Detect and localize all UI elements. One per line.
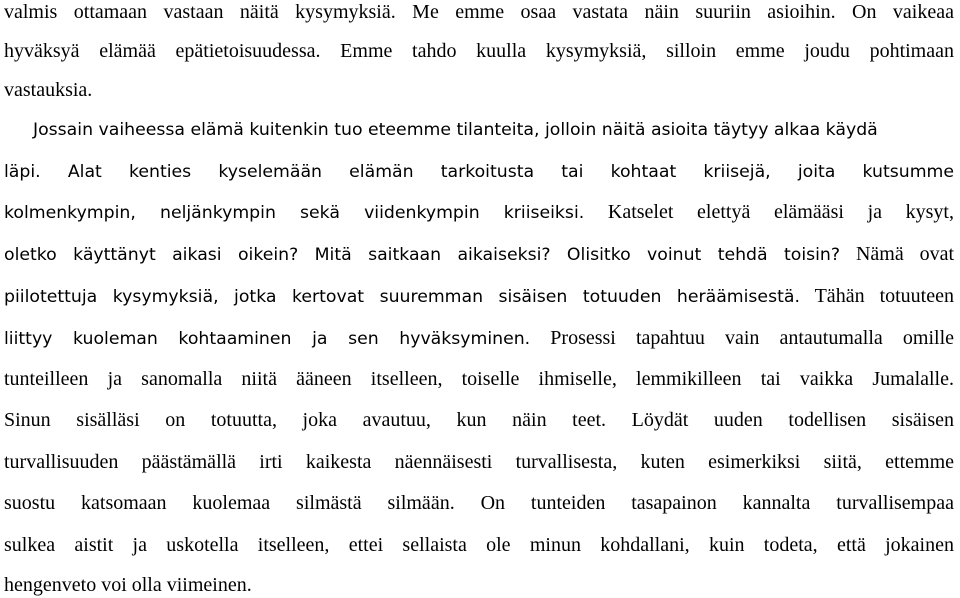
- text-line-13: suostu katsomaan kuolemaa silmästä silmään. On tunteiden tasapainon kannalta turvallisempaa: [4, 492, 954, 514]
- text-line-14: sulkea aistit ja uskotella itselleen, ettei sellaista ole minun kohdallani, kuin todeta, että jokainen: [4, 534, 954, 556]
- text-line-8-part-2: Tähän totuuteen: [814, 285, 954, 307]
- text-line-9-part-2: Prosessi tapahtuu vain antautumalla omille: [550, 327, 955, 349]
- text-line-3: vastauksia.: [4, 79, 93, 101]
- text-line-8: [4, 284, 954, 308]
- text-line-10: tunteilleen ja sanomalla niitä ääneen itselleen, toiselle ihmiselle, lemmikilleen tai vaikka Jumalalle.: [4, 368, 954, 390]
- text-line-2: hyväksyä elämää epätietoisuudessa. Emme tahdo kuulla kysymyksiä, silloin emme joudu pohtimaan: [4, 40, 954, 62]
- text-line-5: läpi. Alat kenties kyselemään elämän tarkoitusta tai kohtaat kriisejä, joita kutsumme: [4, 162, 954, 182]
- text-line-7: [4, 242, 954, 266]
- text-line-1: valmis ottamaan vastaan näitä kysymyksiä. Me emme osaa vastata näin suuriin asioihin. On vaikeaa: [4, 1, 954, 23]
- text-line-7-part-2: Nämä ovat: [855, 243, 954, 265]
- text-line-7-part-1: oletko käyttänyt aikasi oikein? Mitä saitkaan aikaiseksi? Olisitko voinut tehdä toisin?: [4, 245, 841, 265]
- text-line-12: turvallisuuden päästämällä irti kaikesta näennäisesti turvallisesta, kuten esimerkiksi siitä, ettemme: [4, 451, 954, 473]
- text-line-9: [4, 326, 954, 350]
- text-line-6-part-1: kolmenkympin, neljänkympin sekä viidenkympin kriiseiksi.: [4, 203, 585, 223]
- text-line-11: Sinun sisälläsi on totuutta, joka avautuu, kun näin teet. Löydät uuden todellisen sisäisen: [4, 409, 954, 431]
- text-line-6: [4, 200, 954, 224]
- text-line-9-part-1: liittyy kuoleman kohtaaminen ja sen hyväksyminen.: [4, 329, 531, 349]
- text-line-15: hengenveto voi olla viimeinen.: [4, 574, 252, 596]
- text-line-8-part-1: piilotettuja kysymyksiä, jotka kertovat suuremman sisäisen totuuden heräämisestä.: [4, 287, 800, 307]
- text-line-4: Jossain vaiheessa elämä kuitenkin tuo eteemme tilanteita, jolloin näitä asioita täytyy alkaa käydä: [33, 120, 878, 140]
- text-line-6-part-2: Katselet elettyä elämääsi ja kysyt,: [607, 201, 954, 223]
